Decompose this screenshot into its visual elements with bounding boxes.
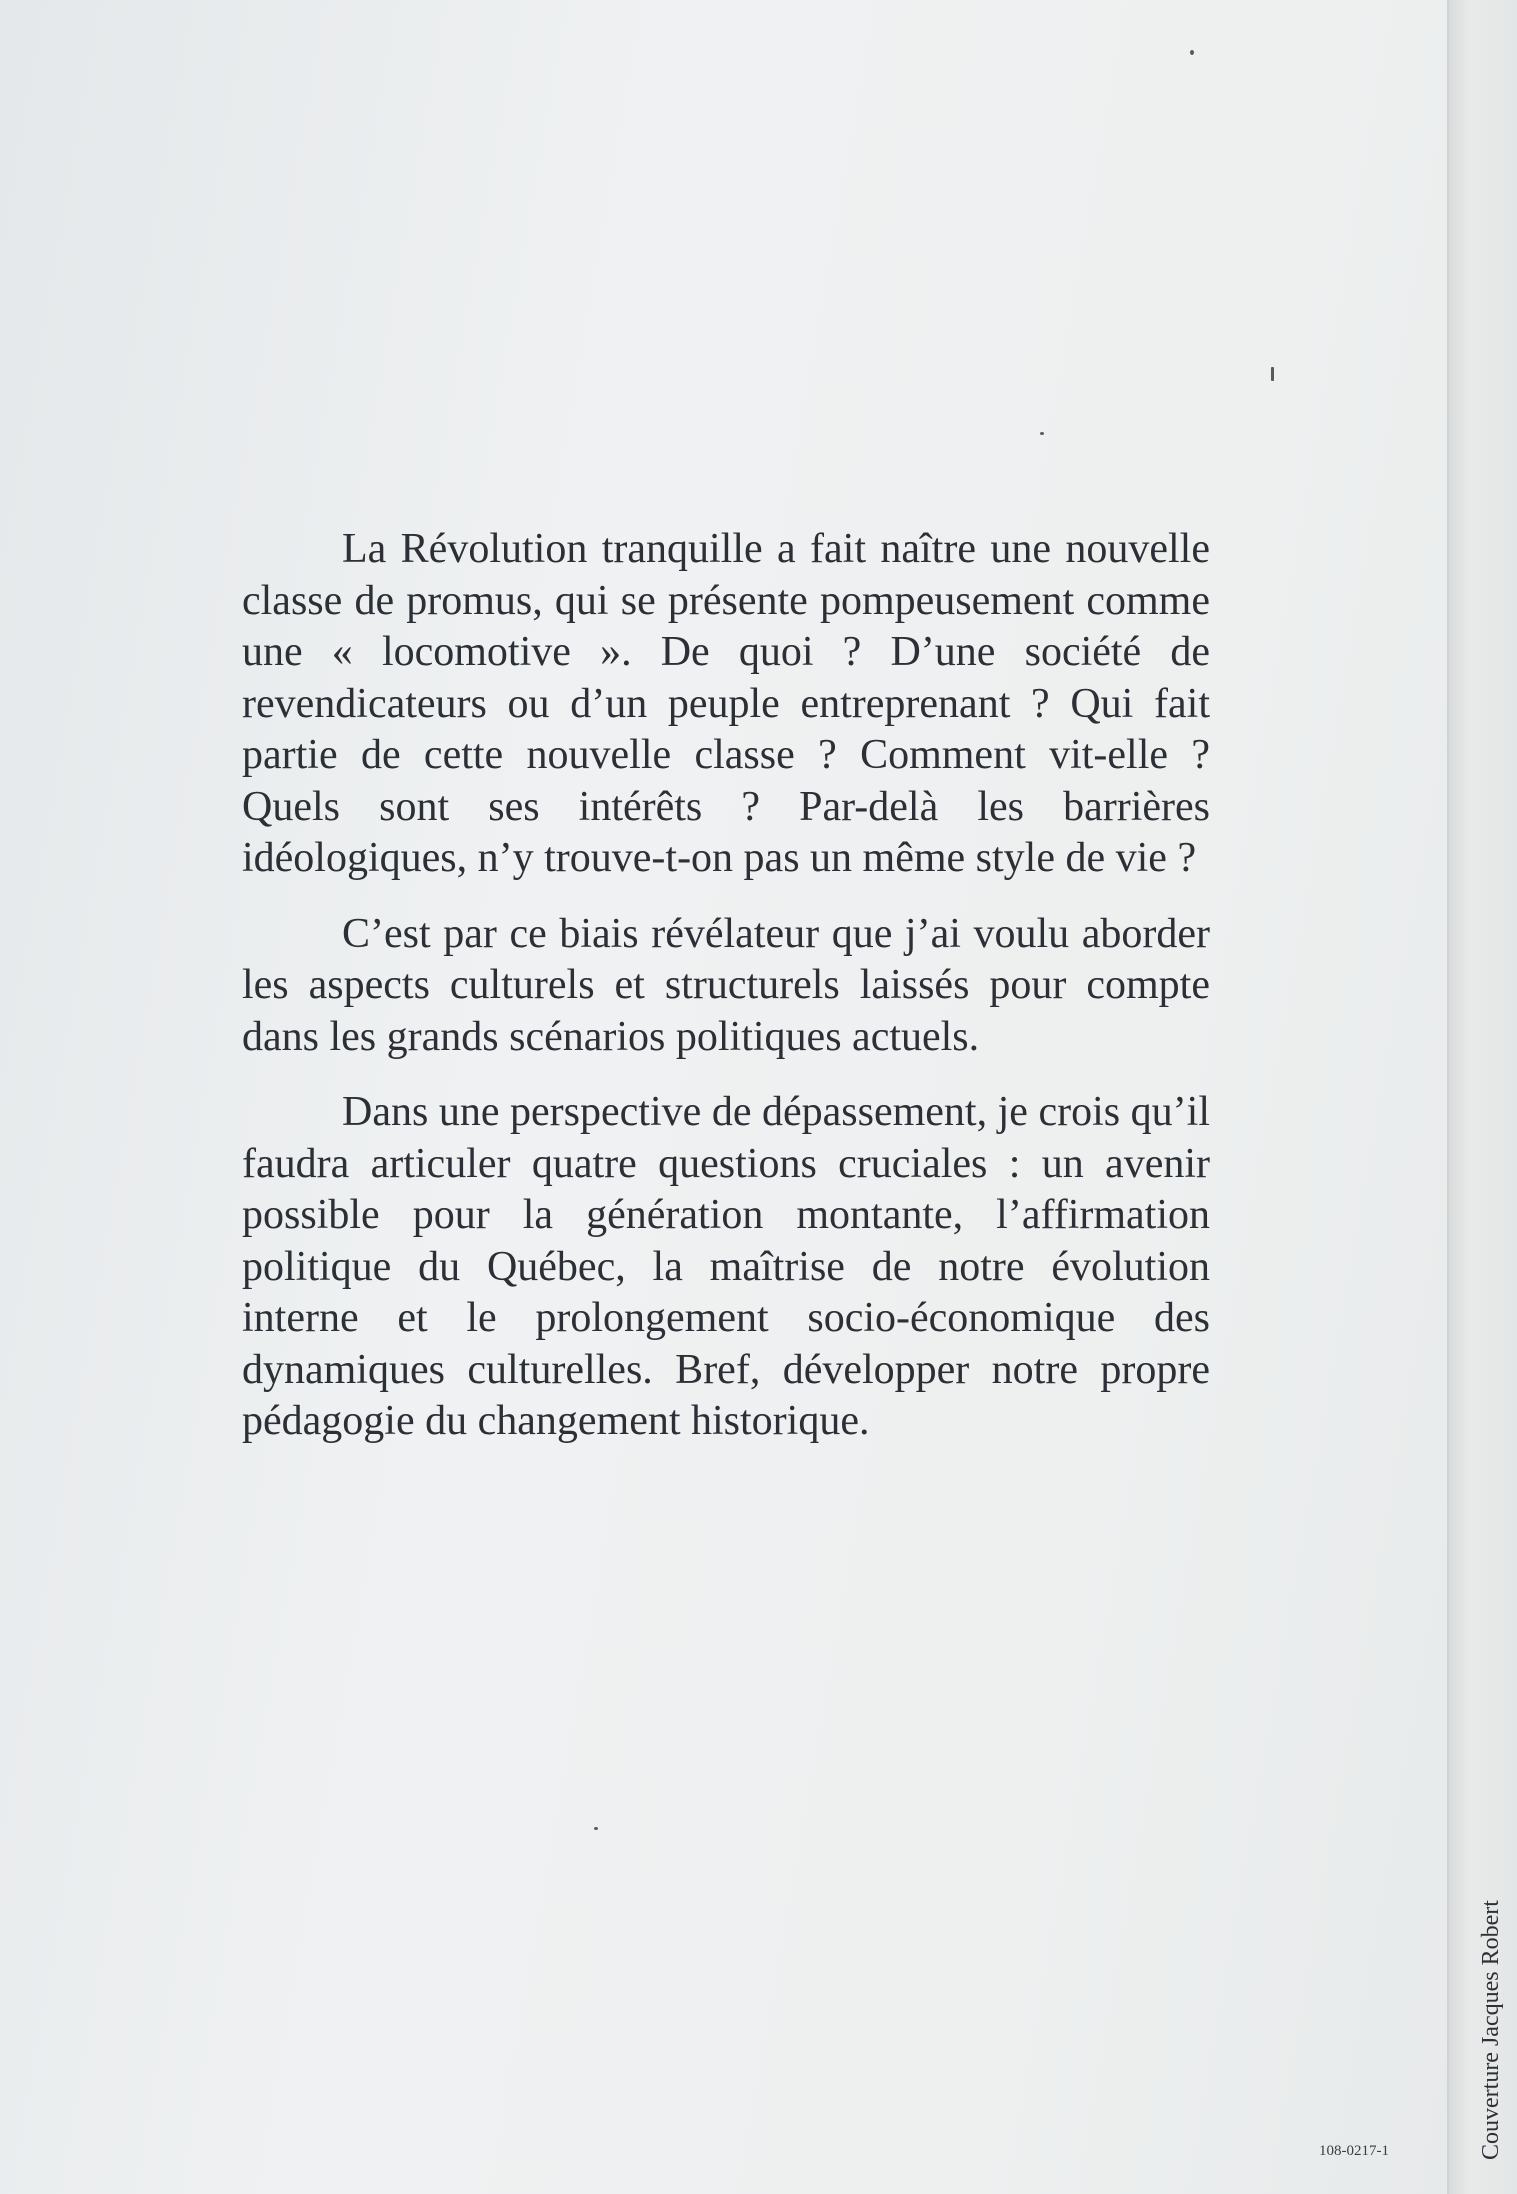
cover-credit: Couverture Jacques Robert: [1478, 1900, 1504, 2160]
blurb-paragraph-2: C’est par ce biais révélateur que j’ai voulu aborder les aspects culturels et structurels laissés pour compte dans les grands scénarios politiques actuels.: [242, 910, 1210, 1060]
blurb-paragraph-1: La Révolution tranquille a fait naître une nouvelle classe de promus, qui se présente pompeusement comme une « locomotive ». De quoi ? D’une société de revendicateurs ou d’un peuple entreprenant ? Qui fait partie de cette nouvelle classe ? Comment vit-elle ? Quels sont ses intérêts ? Par-delà les barrières idéologiques, n’y trouve-t-on pas un même style de vie ?: [242, 526, 1210, 881]
paper-speck: [1040, 432, 1044, 435]
isbn-code: 108-0217-1: [1319, 2143, 1389, 2159]
blurb-text: [242, 524, 1210, 1472]
blurb-paragraph-3: Dans une perspective de dépassement, je crois qu’il faudra articuler quatre questions cruciales : un avenir possible pour la génération montante, l’affirmation politique du Québec, la maîtrise de notre évolution interne et le prolongement socio-économique des dynamiques culturelles. Bref, développer notre propre pédagogie du changement historique.: [242, 1089, 1210, 1444]
paper-speck: [1271, 367, 1274, 381]
paper-speck: [594, 1827, 598, 1830]
paper-speck: [1190, 50, 1194, 55]
spine-edge: [1447, 0, 1517, 2194]
